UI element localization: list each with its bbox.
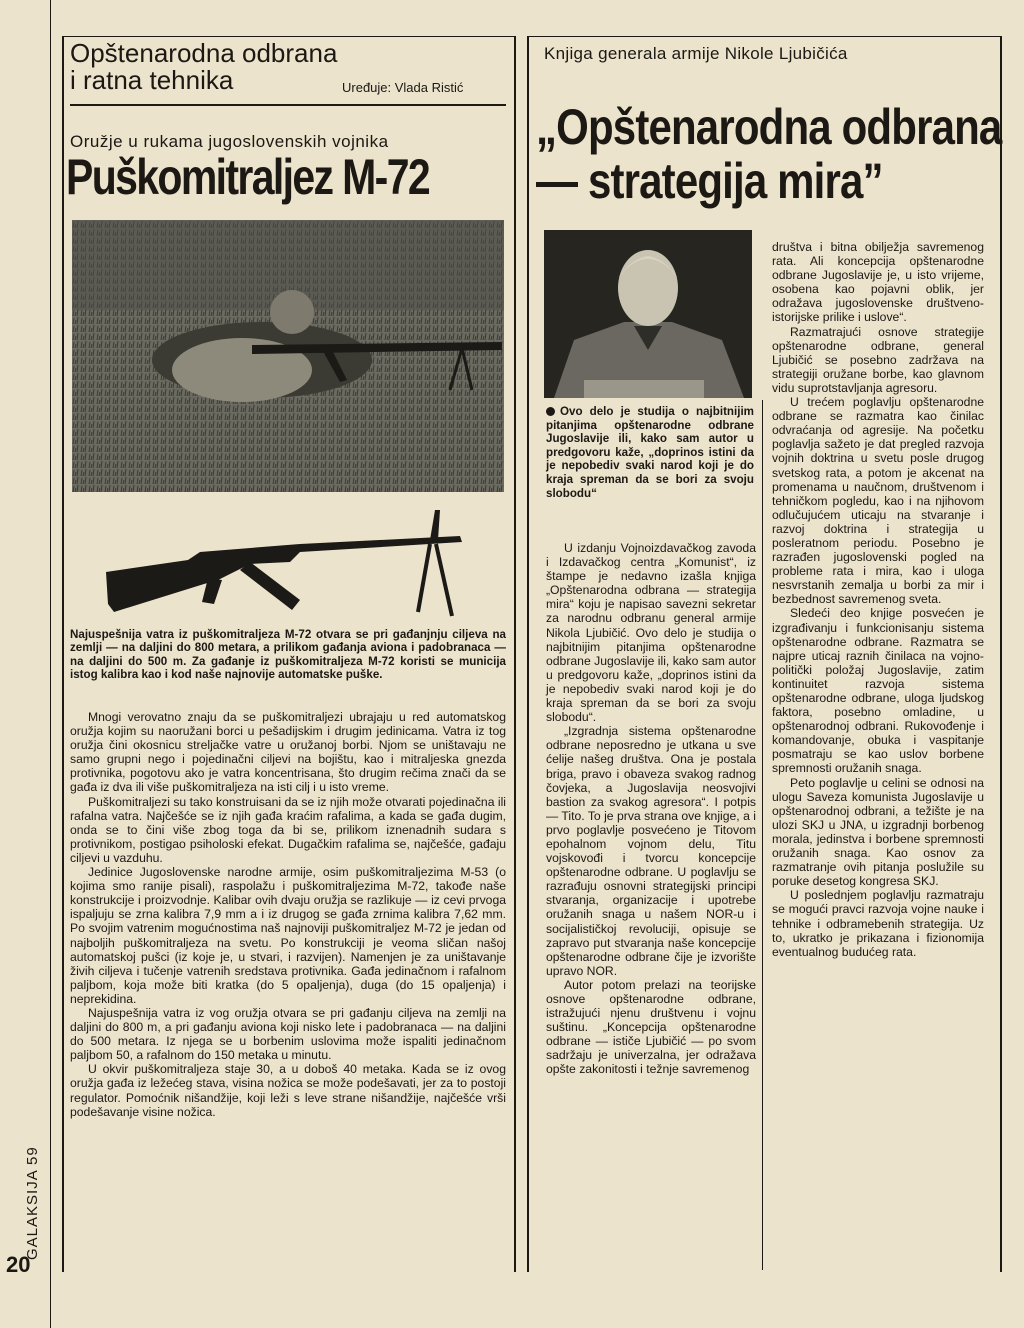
right-headline [536,100,1001,208]
machine-gun-image [100,500,470,622]
right-kicker: Knjiga generala armije Nikole Ljubičića [544,44,848,63]
left-paragraph: U okvir puškomitraljeza staje 30, a u doboš 40 metaka. Kada se iz ovog oružja gađa iz ležećeg stava, visina nožica se može podešavati, jer za to postoji regulator. Pomoćnik nišandžije, koji leži s leve strane nišandžije, najčešće vrši podešavanje visine nožica. [70,1062,506,1119]
section-title-line1: Opštenarodna odbrana [70,38,338,68]
col3-paragraph: društva i bitna obilježja savremenog rata. Ali koncepcija opštenarodne odbrane Jugoslavije je, u isto vrijeme, osobena kao pojavni oblik, jer odražava jugoslovenske društveno-istorijske prilike i uslove“. [772,240,984,325]
left-box-right-rule [514,36,516,1272]
right-box-left-rule [527,36,529,1272]
general-portrait-photo [544,230,752,398]
soldier-photo-image [72,220,504,492]
portrait-image [544,230,752,398]
section-title [70,40,370,94]
col2-paragraph: „Izgradnja sistema opštenarodne odbrane neposredno je utkana u sve ćelije našeg društva. Ona je postala briga, pravo i obaveza svakog radnog čovjeka, a Jugoslavija neosvojivi bastion za svakog agresora“. I potpis — Tito. To je prva strana ove knjige, a i prvo poglavlje posvećeno je Titovom epohalnom vojnom delu, Titu vojskovođi i tvorcu koncepcije opštenarodne odbrane. U poglavlju se razrađuju osnovni strategijski principi stvaranja, organizacije i upotrebe oružanih snaga u našem NOR-u i socijalističkoj revoluciji, opisuje se zapravo put stvaranja naše koncepcije opštenarodne odbrane čije je izvorište upravo NOR. [546,724,756,978]
right-article-column-1 [546,541,756,1077]
right-headline-line1: „Opštenarodna odbrana [536,99,1002,155]
right-headline-line2: — strategija mira” [536,153,883,209]
right-box-top-rule [527,36,1002,37]
left-article-body [70,710,506,1119]
photo-caption: Najuspešnija vatra iz puškomitraljeza M-72 otvara se pri gađanjnju ciljeva na zemlji — na daljini do 800 metara, a prilikom gađanja aviona i padobranaca — na daljini do 500 m. Za gađanje iz puškomitraljeza M-72 koristi se municija istog kalibra kao i kod naše najnovije automatske puške. [70,628,506,682]
col3-paragraph: Sledeći deo knjige posvećen je izgrađivanju i funkcionisanju sistema opštenarodne odbrane. Razmatra se najpre uticaj raznih činilaca na vojno-politički položaj Jugoslavije, zatim kontinuitet razvoja sistema opštenarodne odbrane, uloga ljudskog faktora, posebno omladine, u opštenarodnoj odbrani. Rukovođenje i komandovanje, obuka i vaspitanje posmatraju se kao uslov borbene spremnosti oružanih snaga. [772,606,984,776]
col3-paragraph: U poslednjem poglavlju razmatraju se mogući pravci razvoja vojne nauke i tehnike i odbramebenih strategija. Uz to, ukratko je prikazana i fizionomija eventualnog budućeg rata. [772,888,984,959]
pull-quote [546,405,754,500]
editor-credit: Uređuje: Vlada Ristić [342,80,464,95]
left-paragraph: Najuspešnija vatra iz vog oružja otvara se pri gađanju ciljeva na zemlji na daljini do 800 m, a pri gađanju aviona koji nisko lete i padobranaca — na daljini do 500 metara. Iz njega se u borbenim uslovima može ispaliti jedinačnom paljbom 50, a rafalnom do 150 metaka u minutu. [70,1005,506,1063]
section-divider [70,104,506,106]
col2-paragraph: U izdanju Vojnoizdavačkog zavoda i Izdavačkog centra „Komunist“, iz štampe je nedavno izašla knjiga „Opštenarodna odbrana — strategija mira“ koju je napisao savezni sekretar za narodnu odbranu general armije Nikola Ljubičić. Ovo delo je studija o najbitnijim pitanjima opštenarodne odbrane Jugoslavije ili, kako sam autor u predgovoru kaže, „doprinos istini da je nepobediv svaki narod koji je do kraja spreman da se bori za svoju slobodu“. [546,541,757,725]
pull-quote-text: Ovo delo je studija o najbitnijim pitanjima opštenarodne odbrane Jugoslavije ili, kako sam autor u predgovoru kaže, „doprinos istini da je nepobediv svaki narod koji je do kraja spreman da se bori za svoju slobodu“ [546,405,754,500]
left-box-top-rule [62,36,516,37]
section-title-line2: i ratna tehnika [70,65,234,95]
column-divider [762,400,763,1270]
left-kicker: Oružje u rukama jugoslovenskih vojnika [70,132,389,151]
soldier-photo [72,220,504,492]
left-paragraph: Mnogi verovatno znaju da se puškomitraljezi ubrajaju u red automatskog oružja kojim su naoružani borci u pešadijskim i drugim jedinicama. Vatra iz tog oružja čini okosnicu streljačke vatre u oružanoj borbi. Njom se uništavaju ne samo grupni nego i pojedinačni ciljevi na bojištu, kao i mitraljeska gnezda protivnika, pogotovu ako je vatra koncentrisana, što drugim rečima znači da se gađa iz dva ili više puškomitraljeza na isti cilj i u isto vreme. [70,710,506,795]
magazine-name: GALAKSIJA 59 [24,1146,41,1260]
right-article-column-2 [772,240,984,959]
left-box-left-rule [62,36,64,1272]
machine-gun-illustration [100,500,470,622]
left-paragraph: Jedinice Jugoslovenske narodne armije, osim puškomitraljezima M-53 (o kojima smo ranije pisali), raspolažu i puškomitraljezima M-72, takođe naše konstrukcije i proizvodnje. Kalibar ovih dvaju oružja se razlikuje — iz cevi prvoga ispaljuju se zrna kalibra 7,9 mm a i iz drugog se gađa zrnima kalibra 7,62 mm. Po svojim vatrenim mogućnostima naš najnoviji puškomitraljez M-72 je jedan od najboljih puškomitraljeza na svetu. Po konstrukciji je veoma sličan našoj automatskoj pušci (iz koje je, u stvari, i razvijen). Namenjen je za uništavanje živih ciljeva i tučenje vatrenih sredstava protivnika. Gađa jedinačnom i rafalnom paljbom, koja može biti kratka (do 5 opaljenja), duga (do 15 opaljenja) i neprekidina. [70,865,506,1006]
col3-paragraph: U trećem poglavlju opštenarodne odbrane se razmatra kao činilac odvraćanja od agresije. Na početku poglavlja sažeto je dat pregled razvoja vojnih doktrina u svetu posle drugog svetskog rata, a potom je akcenat na promenama u naučnom, društvenom i tehničkom pogledu, kao i na njihovom odlučujućem uticaju na stvaranje i razvoj doktrina i strategija u posleratnom periodu. Posebno je razrađen jugoslovenski pogled na probleme rata i mira, kao i uloga nesvrstanih zemalja u borbi za mir i bezbednost savremenog sveta. [772,395,984,607]
col2-paragraph: Autor potom prelazi na teorijske osnove opštenarodne odbrane, istražujući njenu društvenu i vojnu suštinu. „Koncepcija opštenarodne odbrane — ističe Ljubičić — po svom sadržaju je univerzalna, jer odražava opšte zakonitosti i težnje savremenog [546,977,756,1077]
right-box-right-rule [1000,36,1002,1272]
col3-paragraph: Peto poglavlje u celini se odnosi na ulogu Saveza komunista Jugoslavije u opštenarodnoj odbrani, a težište je na ulozi SKJ u JNA, u izgradnji borbenog morala, jedinstva i borbene spremnosti oružanih snaga. Kao osnov za razmatranje ovih pitanja poslužile su poruke desetog kongresa SKJ. [772,775,984,889]
page-number: 20 [6,1252,31,1277]
left-headline: Puškomitraljez M-72 [66,149,430,205]
margin-rule [50,0,51,1328]
col3-paragraph: Razmatrajući osnove strategije opštenarodne odbrane, general Ljubičić se posebno zadržava na strategiji oružane borbe, kao glavnom vidu suprotstavljanja agresoru. [772,324,984,395]
bullet-icon [546,407,555,416]
left-paragraph: Puškomitraljezi su tako konstruisani da se iz njih može otvarati pojedinačna ili rafalna vatra. Najčešće se iz njih gađa kraćim rafalima, a kada se gađa dugim, onda se to čini više zbog toga da bi se, prilikom iznenadnih sudara s protivnikom, postigao psiholoski efekat. Dugačkim rafalima se, najčešće, gađaju ciljevi u vazduhu. [70,794,506,865]
